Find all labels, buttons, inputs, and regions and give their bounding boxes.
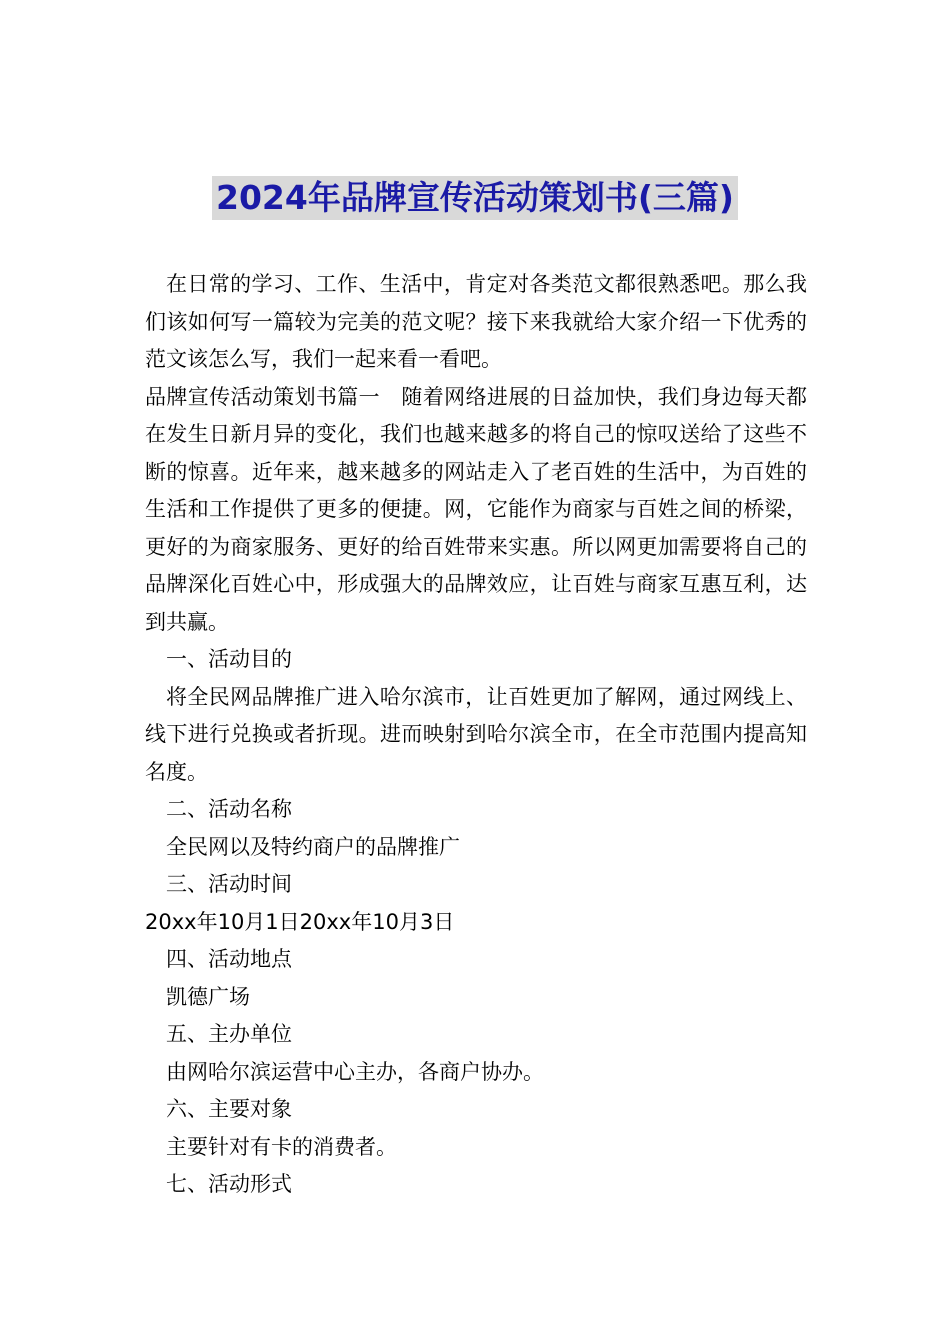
- section-heading: 四、活动地点: [166, 947, 292, 971]
- section-heading: 七、活动形式: [166, 1172, 292, 1196]
- section-body: 由网哈尔滨运营中心主办，各商户协办。: [166, 1059, 544, 1084]
- section-heading: 一、活动目的: [166, 647, 292, 671]
- document-body: [145, 266, 807, 1204]
- section-body: 全民网以及特约商户的品牌推广: [166, 834, 460, 859]
- intro-paragraph: 在日常的学习、工作、生活中，肯定对各类范文都很熟悉吧。那么我们该如何写一篇较为完美的范文呢？接下来我就给大家介绍一下优秀的范文该怎么写，我们一起来看一看吧。: [145, 272, 807, 371]
- section-body: 凯德广场: [166, 984, 250, 1009]
- section-body: 主要针对有卡的消费者。: [166, 1134, 397, 1159]
- section-heading: 三、活动时间: [166, 872, 292, 896]
- section-heading: 五、主办单位: [166, 1022, 292, 1046]
- section-body: 20xx年10月1日20xx年10月3日: [145, 909, 455, 934]
- section-heading: 二、活动名称: [166, 797, 292, 821]
- section-body: 将全民网品牌推广进入哈尔滨市，让百姓更加了解网，通过网线上、线下进行兑换或者折现。进而映射到哈尔滨全市，在全市范围内提高知名度。: [145, 684, 807, 784]
- title-container: [0, 176, 950, 220]
- section-heading: 六、主要对象: [166, 1097, 292, 1121]
- article-one-paragraph: 品牌宣传活动策划书篇一 随着网络进展的日益加快，我们身边每天都在发生日新月异的变化，我们也越来越多的将自己的惊叹送给了这些不断的惊喜。近年来，越来越多的网站走入了老百姓的生活中，为百姓的生活和工作提供了更多的便捷。网，它能作为商家与百姓之间的桥梁，更好的为商家服务、更好的给百姓带来实惠。所以网更加需要将自己的品牌深化百姓心中，形成强大的品牌效应，让百姓与商家互惠互利，达到共赢。: [145, 384, 807, 634]
- document-title: 2024年品牌宣传活动策划书(三篇): [212, 176, 738, 220]
